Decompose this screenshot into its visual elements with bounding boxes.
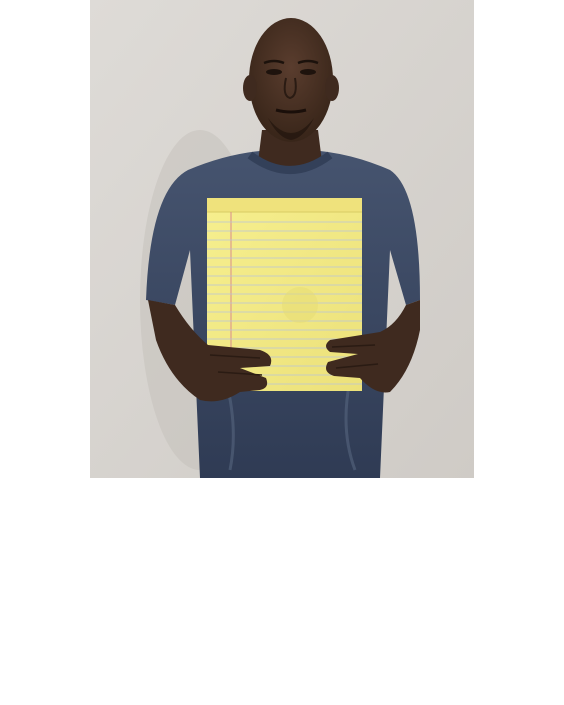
legal-pad-binding (207, 198, 362, 212)
photo (90, 0, 474, 478)
eye-left (266, 69, 282, 75)
legal-pad-impression (282, 287, 318, 323)
ear-left (243, 75, 257, 101)
empty-white-area (0, 478, 564, 705)
eye-right (300, 69, 316, 75)
head (249, 18, 333, 142)
ear-right (325, 75, 339, 101)
